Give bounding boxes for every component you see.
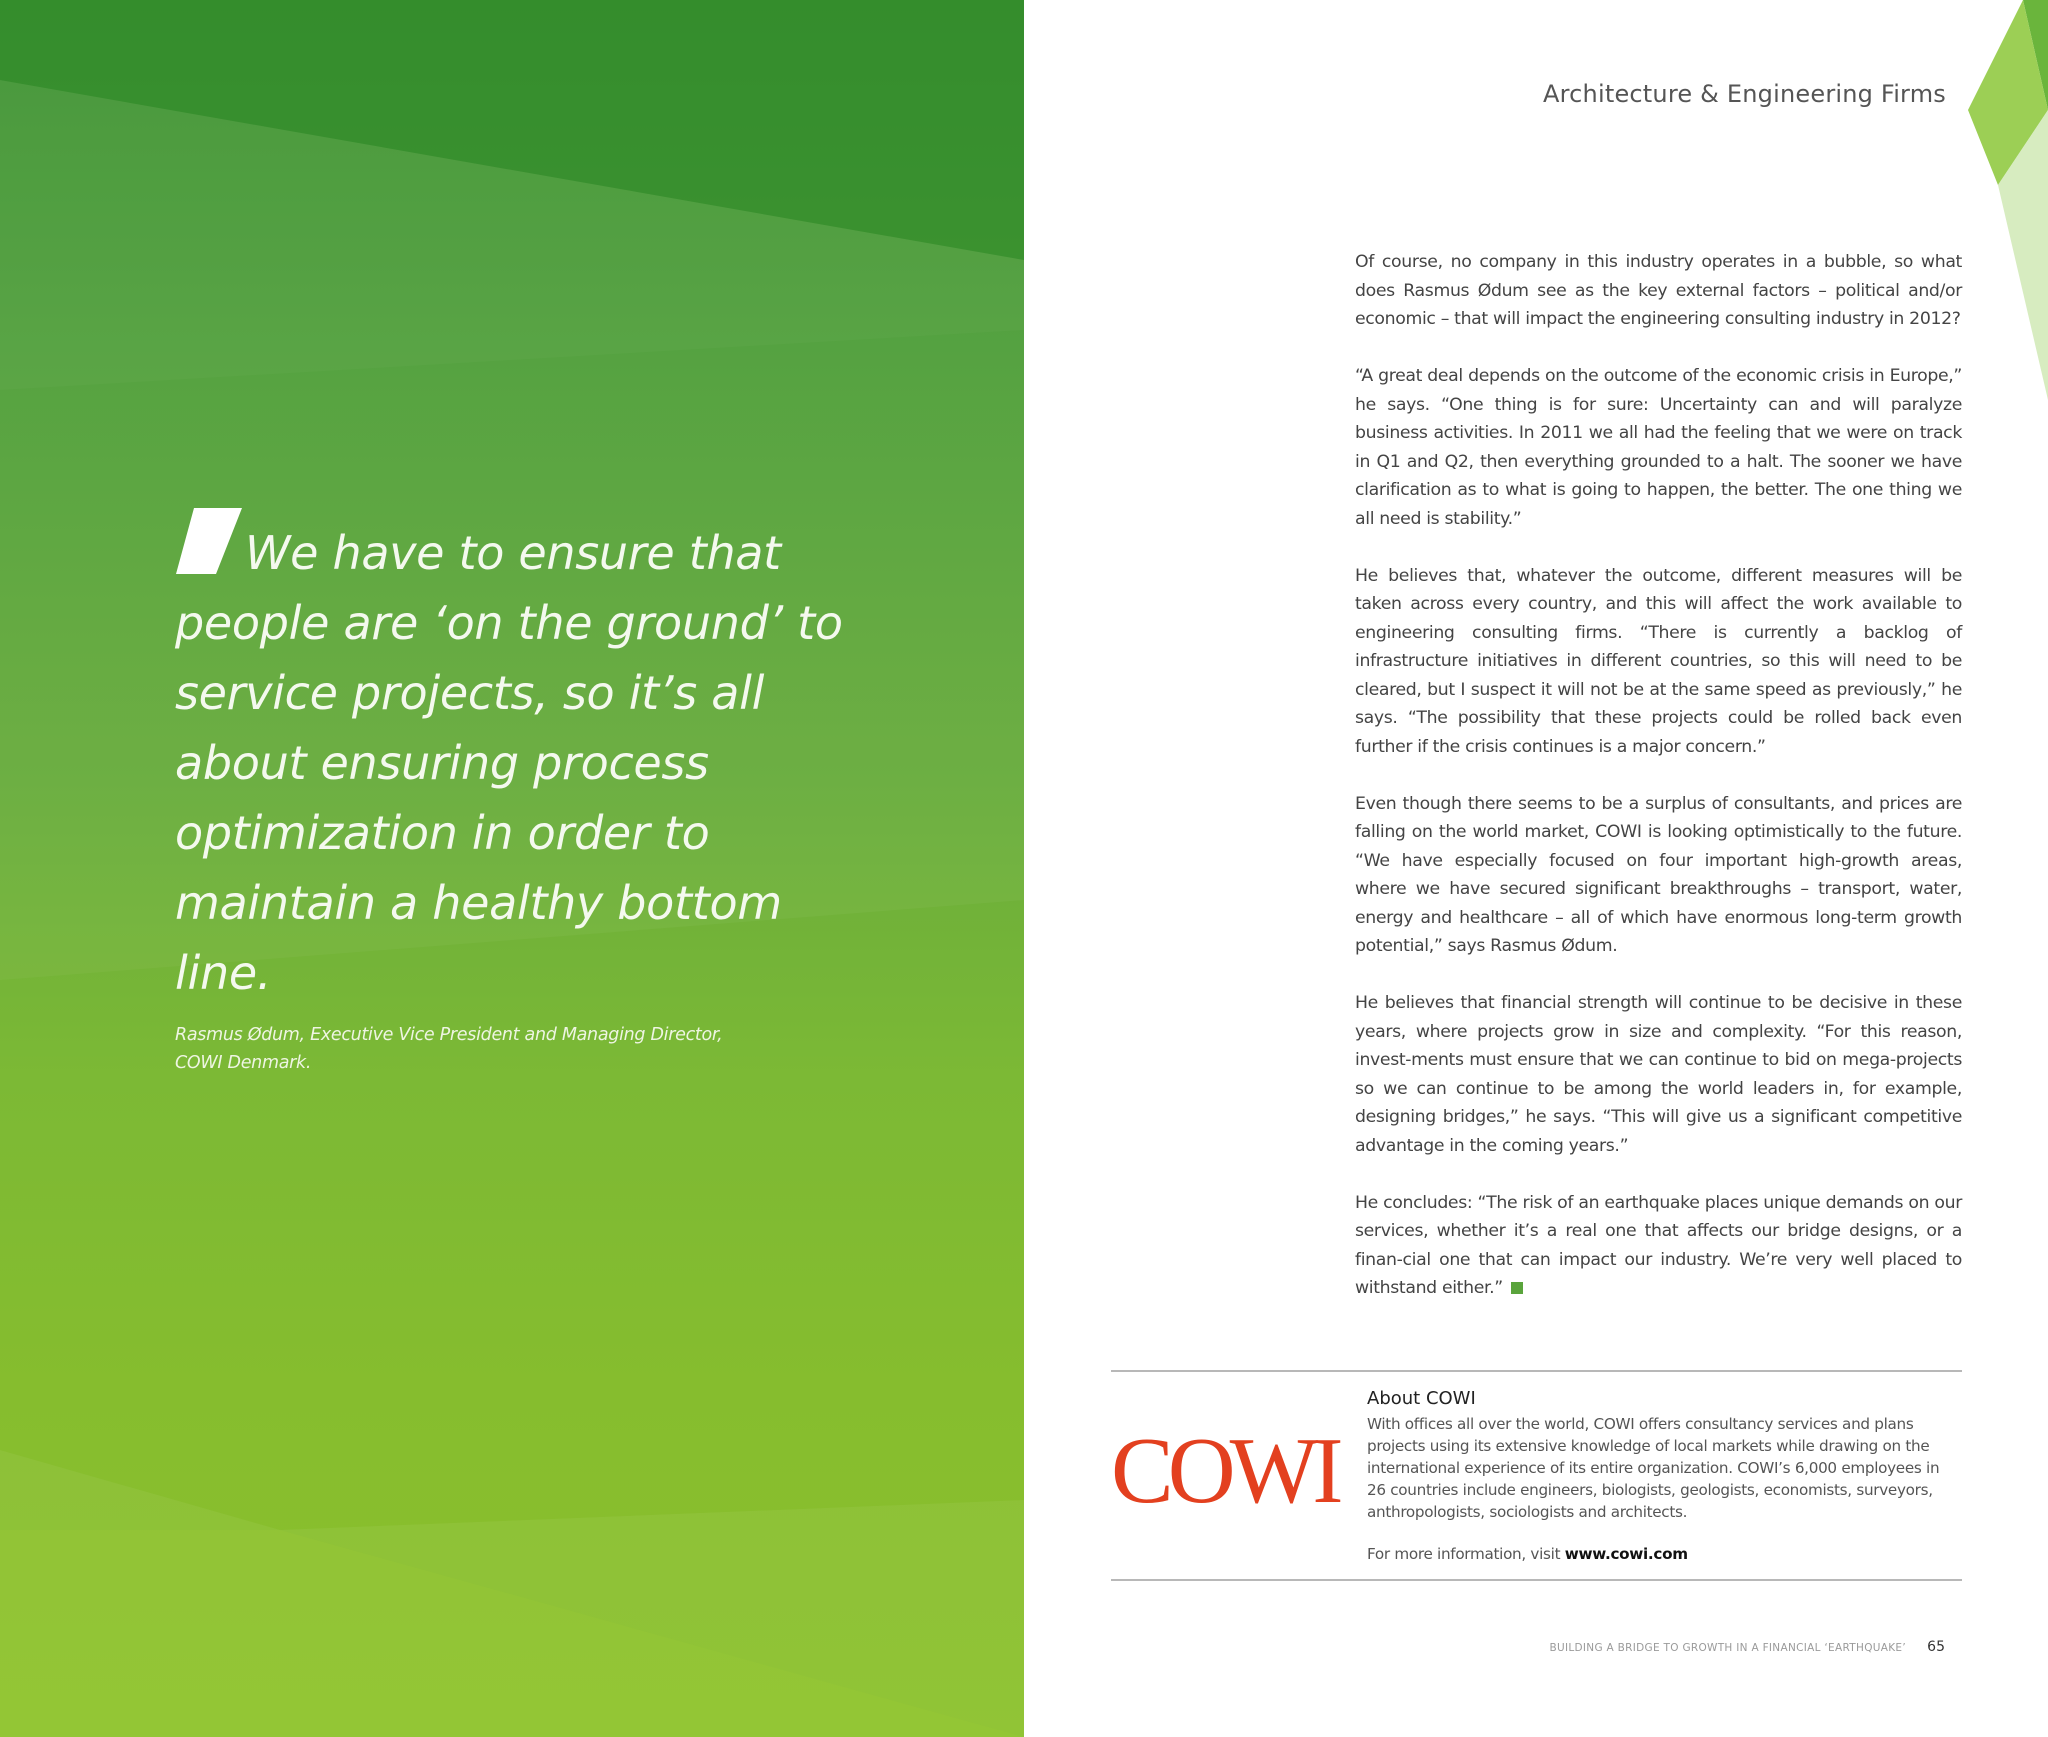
article-paragraph: Of course, no company in this industry operates in a bubble, so what does Rasmus Ødum see as the key external factors – political and/or economic – that will impact the engineering consulting industry in 2012? [1355,252,1962,329]
article-body [1355,248,1962,1331]
article-paragraph: He believes that financial strength will continue to be decisive in these years, where projects grow in size and complexity. “For this reason, invest-ments must ensure that we can continue to bid on mega-projects so we can continue to be among the world leaders in, for example, designing bridges,” he says. “This will give us a significant competitive advantage in the coming years.” [1355,993,1962,1156]
attribution-line-1: Rasmus Ødum, Executive Vice President and Managing Director, [175,1025,723,1045]
about-company-box [1111,1370,1962,1581]
section-title: Architecture & Engineering Firms [1543,80,1946,108]
attribution-line-2: COWI Denmark. [175,1053,312,1073]
article-paragraph: He believes that, whatever the outcome, different measures will be taken across every country, and this will affect the work available to engineering consulting firms. “There is currently a backlog of infrastructure initiatives in different countries, so this will need to be cleared, but I suspect it will not be at the same speed as previously,” he says. “The possibility that these projects could be rolled back even further if the crisis continues is a major concern.” [1355,565,1962,757]
article-paragraph-last [1355,1189,1962,1303]
about-content [1367,1388,1957,1563]
pull-quote-text: We have to ensure that people are ‘on the ground’ to service projects, so it’s all about ensuring process optimization in order to maintain a healthy bottom line. [175,526,843,1000]
about-title: About COWI [1367,1388,1476,1409]
more-info-prefix: For more information, visit [1367,1545,1561,1563]
corner-decoration [1968,0,2048,410]
article-paragraph: “A great deal depends on the outcome of the economic crisis in Europe,” he says. “One thing is for sure: Uncertainty can and will paralyze business activities. In 2011 we all had the feeling that we were on track in Q1 and Q2, then everything grounded to a halt. The sooner we have clarification as to what is going to happen, the better. The one thing we all need is stability.” [1355,366,1962,529]
about-body: With offices all over the world, COWI offers consultancy services and plans projects using its extensive knowledge of local markets while drawing on the international experience of its entire organization. COWI’s 6,000 employees in 26 countries include engineers, biologists, geologists, economists, surveyors, anthropologists, sociologists and architects. [1367,1415,1940,1521]
page-number: 65 [1927,1639,1945,1655]
cowi-logo: COWI [1111,1419,1338,1523]
cowi-website-link[interactable]: www.cowi.com [1564,1545,1688,1563]
article-paragraph: Even though there seems to be a surplus of consultants, and prices are falling on the world market, COWI is looking optimistically to the future. “We have especially focused on four important high-growth areas, where we have secured significant breakthroughs – transport, water, energy and healthcare – all of which have enormous long-term growth potential,” says Rasmus Ødum. [1355,793,1962,956]
pull-quote-attribution [175,1021,735,1077]
about-more-info [1367,1545,1957,1563]
article-closing-text: He concludes: “The risk of an earthquake places unique demands on our services, whether it’s a real one that affects our bridge designs, or a finan-cial one that can impact our industry. We’re very well placed to withstand either.” [1355,1192,1962,1298]
running-footer-title: BUILDING A BRIDGE TO GROWTH IN A FINANCIAL ‘EARTHQUAKE’ [1549,1642,1906,1654]
end-of-article-icon [1511,1282,1523,1294]
